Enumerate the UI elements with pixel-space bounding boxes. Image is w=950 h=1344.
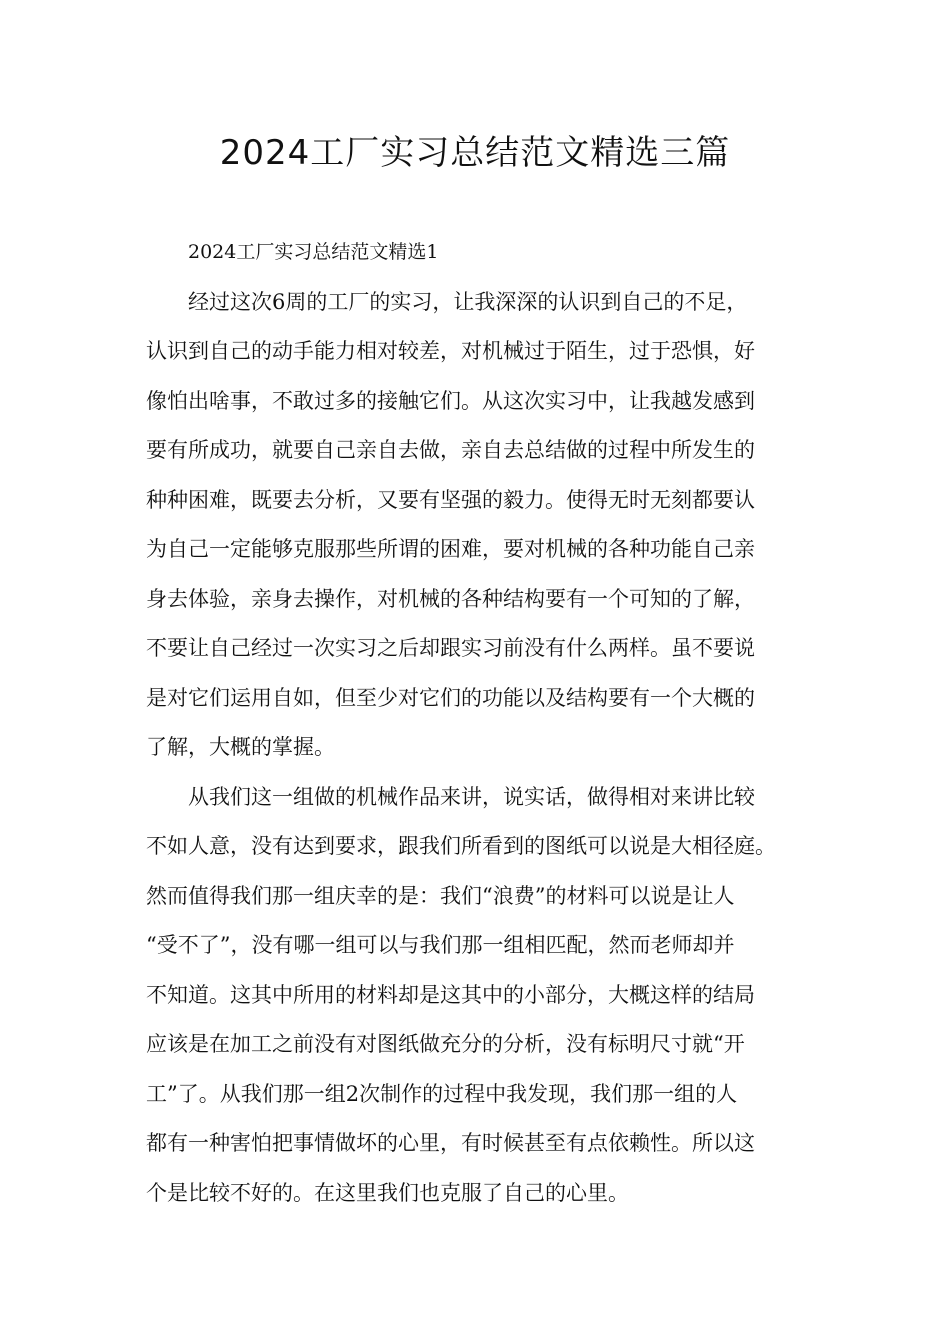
- paragraph-line: 是对它们运用自如，但至少对它们的功能以及结构要有一个大概的: [146, 685, 755, 710]
- document-title: 2024工厂实习总结范文精选三篇: [219, 133, 731, 173]
- paragraph-2: [146, 773, 826, 1219]
- paragraph-line: 经过这次6周的工厂的实习，让我深深的认识到自己的不足，: [188, 289, 748, 314]
- paragraph-line: “受不了”，没有哪一组可以与我们那一组相匹配，然而老师却并: [146, 933, 735, 957]
- paragraph-line: 应该是在加工之前没有对图纸做充分的分析，没有标明尺寸就“开: [146, 1032, 745, 1056]
- paragraph-line: 种种困难，既要去分析，又要有坚强的毅力。使得无时无刻都要认: [146, 487, 755, 512]
- paragraph-line: 认识到自己的动手能力相对较差，对机械过于陌生，过于恐惧，好: [146, 339, 755, 363]
- paragraph-line: 身去体验，亲身去操作，对机械的各种结构要有一个可知的了解，: [146, 586, 755, 611]
- paragraph-1: [146, 278, 826, 773]
- paragraph-line: 要有所成功，就要自己亲自去做，亲自去总结做的过程中所发生的: [146, 438, 755, 462]
- paragraph-line: 都有一种害怕把事情做坏的心里，有时候甚至有点依赖性。所以这: [146, 1131, 755, 1155]
- section-heading: 2024工厂实习总结范文精选1: [188, 241, 439, 263]
- paragraph-line: 像怕出啥事，不敢过多的接触它们。从这次实习中，让我越发感到: [146, 388, 755, 413]
- paragraph-line: 从我们这一组做的机械作品来讲，说实话，做得相对来讲比较: [188, 784, 755, 809]
- paragraph-line: 了解，大概的掌握。: [146, 735, 335, 759]
- paragraph-line: 不知道。这其中所用的材料却是这其中的小部分，大概这样的结局: [146, 982, 755, 1007]
- paragraph-line: 为自己一定能够克服那些所谓的困难，要对机械的各种功能自己亲: [146, 537, 755, 561]
- paragraph-line: 不要让自己经过一次实习之后却跟实习前没有什么两样。虽不要说: [146, 636, 755, 660]
- paragraph-line: 然而值得我们那一组庆幸的是：我们“浪费”的材料可以说是让人: [146, 883, 735, 908]
- document-body: [146, 228, 826, 1218]
- paragraph-line: 个是比较不好的。在这里我们也克服了自己的心里。: [146, 1180, 629, 1205]
- paragraph-line: 不如人意，没有达到要求，跟我们所看到的图纸可以说是大相径庭。: [146, 834, 776, 858]
- paragraph-line: 工”了。从我们那一组2次制作的过程中我发现，我们那一组的人: [146, 1081, 738, 1106]
